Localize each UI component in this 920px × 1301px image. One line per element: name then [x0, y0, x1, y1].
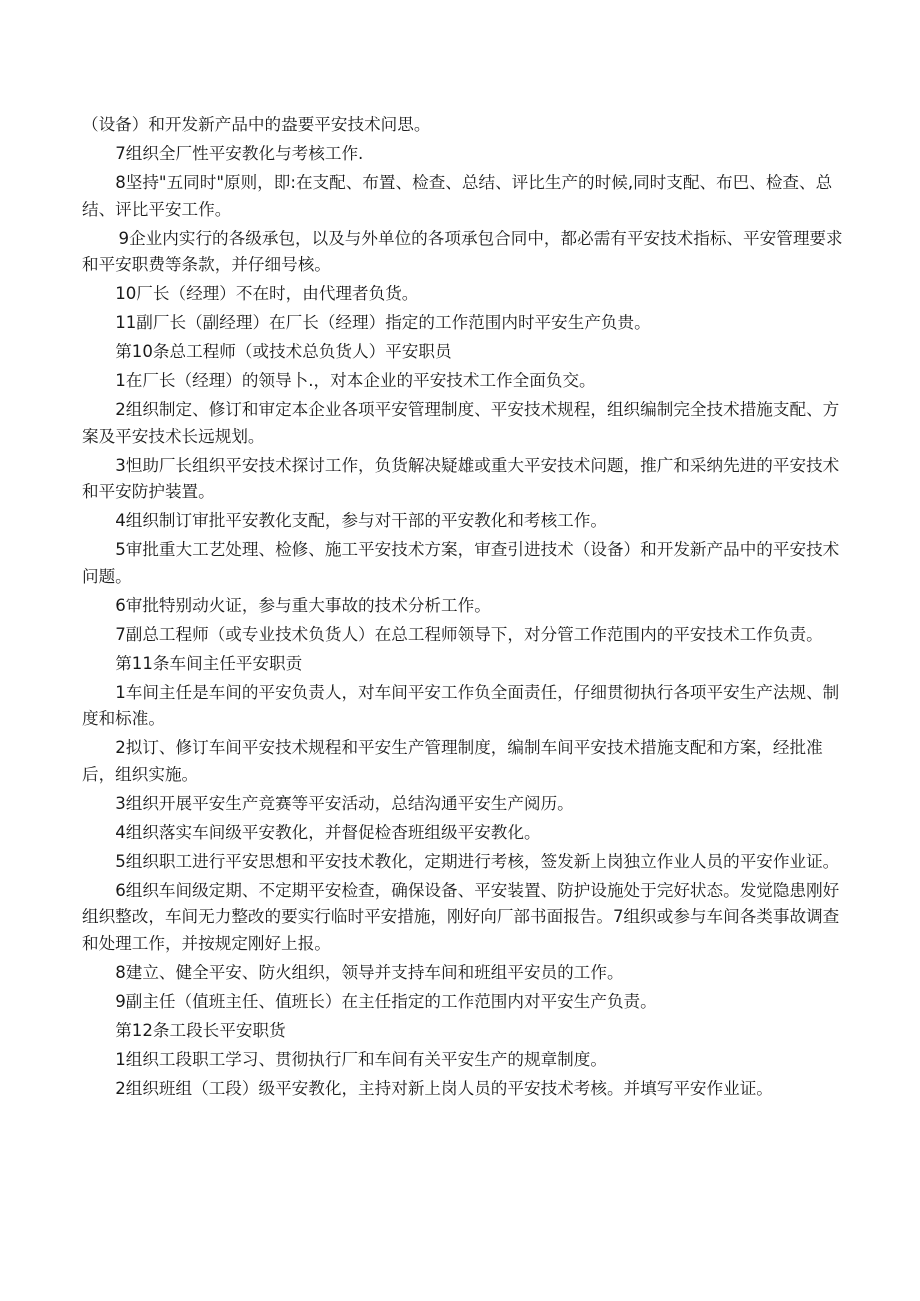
paragraph: 5审批重大工艺处理、检修、施工平安技术方案，审查引进技术（设备）和开发新产品中的平安技术问题。: [82, 540, 840, 586]
paragraph: 6审批特别动火证，参与重大事故的技术分析工作。: [115, 595, 491, 615]
paragraph: 7副总工程师（或专业技术负货人）在总工程师领导下，对分管工作范围内的平安技术工作负责。: [115, 624, 823, 644]
paragraph: （设备）和开发新产品中的盎要平安技术问思。: [82, 115, 431, 134]
paragraph: 9副主任（值班主任、值班长）在主任指定的工作范围内对平安生产负责。: [115, 991, 657, 1011]
document-body: [82, 112, 852, 1105]
paragraph: 4组织落实车间级平安教化，并督促检杳班组级平安教化。: [115, 822, 541, 842]
paragraph: 6组织车间级定期、不定期平安检查，确保设备、平安装置、防护设施处于完好状态。发觉隐患刚好组织整改，车间无力整改的要实行临时平安措施，刚好向厂部书面报告。7组织或参与车间各类事故调查和处理工作，并按规定刚好上报。: [82, 880, 840, 953]
paragraph: 1组织工段职工学习、贯彻执行厂和车间有关平安生产的规章制度。: [115, 1049, 607, 1069]
section-heading: 第12条工段长平安职货: [115, 1020, 286, 1040]
paragraph: 2组织制定、修订和审定本企业各项平安管理制度、平安技术规程，组织编制完全技术措施支配、方案及平安技术长远规划。: [82, 400, 840, 446]
paragraph: 1在厂长（经理）的领导卜.，对本企业的平安技术工作全面负交。: [115, 371, 596, 390]
paragraph: 7组织全厂性平安教化与考核工作.: [115, 144, 364, 163]
paragraph: 2组织班组（工段）级平安教化，主持对新上岗人员的平安技术考核。并填写平安作业证。: [115, 1078, 773, 1098]
section-heading: 第11条车间主任平安职贡: [115, 653, 303, 673]
paragraph: 5组织职工进行平安思想和平安技术教化，定期进行考核，签发新上岗独立作业人员的平安作业证。: [115, 851, 840, 871]
paragraph: 3怛助厂长组织平安技术探讨工作，负货解决疑雄或重大平安技术问题，推广和采纳先进的平安技术和平安防护装置。: [82, 455, 840, 501]
paragraph: 11副厂长（副经理）在厂长（经理）指定的工作范围内时平安生产负贵。: [115, 313, 651, 332]
paragraph: 3组织开展平安生产竞赛等平安活动，总结沟通平安生产阅历。: [115, 793, 574, 813]
paragraph: 8建立、健全平安、防火组织，领导并支持车间和班组平安员的工作。: [115, 962, 624, 982]
paragraph: 4组织制订审批平安教化支配，参与对干部的平安教化和考核工作。: [115, 511, 607, 530]
paragraph: 1车间主任是车间的平安负责人，对车间平安工作负全面责任，仔细贯彻执行各项平安生产法规、制度和标准。: [82, 682, 840, 728]
section-heading: 第10条总工程师（或技术总负货人）平安职员: [115, 342, 452, 361]
paragraph: 2拟订、修订车间平安技术规程和平安生产管理制度，编制车间平安技术措施支配和方案，经批准后，组织实施。: [82, 738, 823, 784]
paragraph: 10厂长（经理）不在时，由代理者负货。: [115, 284, 419, 303]
paragraph: 9企业内实行的各级承包，以及与外单位的各项承包合同中，都必需有平安技术指标、平安管理要求和平安职费等条款，并仔细号核。: [82, 228, 843, 274]
paragraph: 8坚持"五同时"原则，即:在支配、布置、检查、总结、评比生产的时候,同时支配、布巴、检查、总结、评比平安工作。: [82, 173, 833, 219]
